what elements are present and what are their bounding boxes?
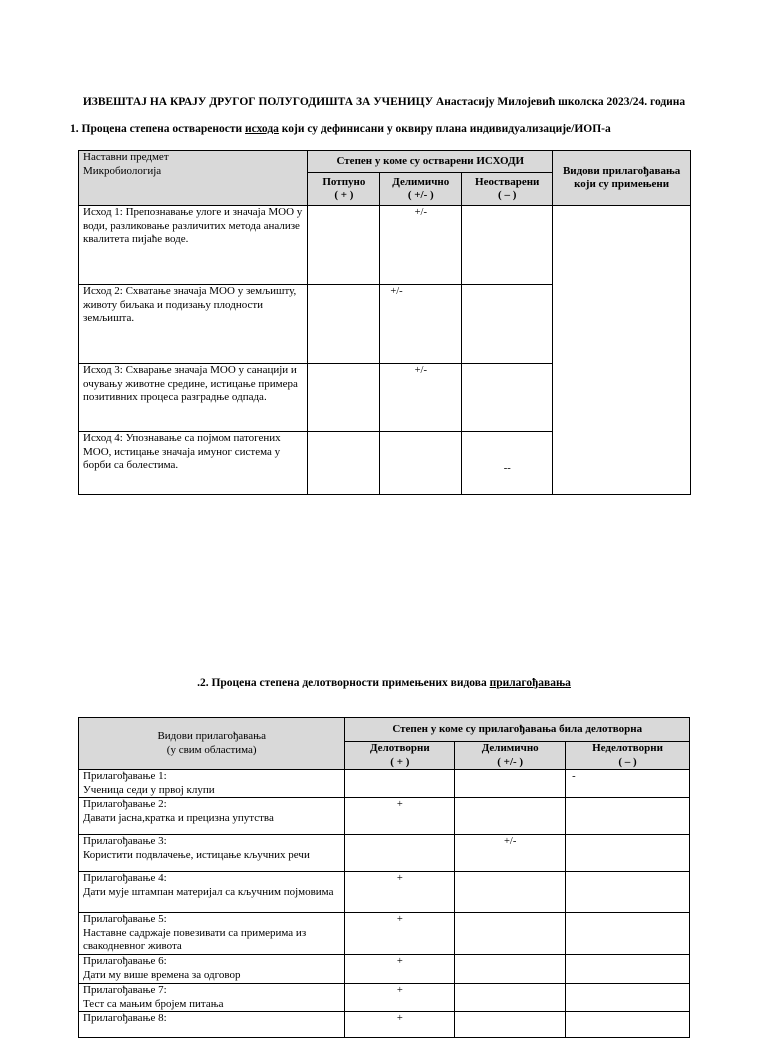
degree-header: Степен у коме су остварени ИСХОДИ bbox=[308, 151, 553, 173]
table-row bbox=[79, 955, 690, 984]
subject-value: Микробиологија bbox=[83, 164, 162, 177]
adaptations-applied-cell bbox=[553, 206, 691, 495]
section-1-underlined: исхода bbox=[245, 123, 279, 135]
adaptation-partial bbox=[455, 1012, 566, 1038]
outcome-full bbox=[308, 364, 380, 432]
outcome-not bbox=[462, 364, 553, 432]
adaptation-cell: Прилагођавање 5: Наставне садржаје повезивати са примерима из свакодневног живота bbox=[79, 913, 345, 955]
outcome-partial bbox=[380, 432, 462, 495]
adaptation-ineffective bbox=[566, 984, 690, 1012]
outcome-full bbox=[308, 432, 380, 495]
adaptation-cell: Прилагођавање 8: bbox=[79, 1012, 345, 1038]
outcome-not: -- bbox=[462, 432, 553, 495]
col-partial: Делимично ( +/- ) bbox=[380, 173, 462, 206]
outcome-partial: +/- bbox=[380, 364, 462, 432]
adaptation-cell: Прилагођавање 1: Ученица седи у првој клупи bbox=[79, 770, 345, 798]
adaptation-effective bbox=[345, 835, 455, 872]
adaptation-cell: Прилагођавање 7: Тест са мањим бројем питања bbox=[79, 984, 345, 1012]
section-2-prefix: .2. Процена степена делотворности примењених видова bbox=[197, 677, 490, 689]
adaptation-effective: + bbox=[345, 955, 455, 984]
table-row bbox=[79, 206, 691, 285]
adaptation-type-sub: (у свим областима) bbox=[166, 743, 257, 756]
adaptation-type-label: Видови прилагођавања bbox=[157, 730, 266, 742]
table-row bbox=[79, 798, 690, 835]
outcome-text: Исход 1: Препознавање улоге и значаја МОО у води, разликовање различитих метода анализе квалитета пијаће воде. bbox=[79, 206, 308, 285]
col-effective: Делотворни ( + ) bbox=[345, 742, 455, 770]
effectiveness-header: Степен у коме су прилагођавања била делотворна bbox=[345, 718, 690, 742]
adaptation-ineffective bbox=[566, 798, 690, 835]
adaptation-partial bbox=[455, 955, 566, 984]
subject-label: Наставни предмет bbox=[83, 151, 169, 163]
table-row bbox=[79, 984, 690, 1012]
adaptation-ineffective: - bbox=[566, 770, 690, 798]
adaptation-effective: + bbox=[345, 984, 455, 1012]
col-ineffective: Неделотворни ( – ) bbox=[566, 742, 690, 770]
col-full: Потпуно ( + ) bbox=[308, 173, 380, 206]
section-1-heading bbox=[70, 123, 611, 135]
outcome-not bbox=[462, 285, 553, 364]
table-row bbox=[79, 835, 690, 872]
adaptation-partial bbox=[455, 913, 566, 955]
table-row bbox=[79, 872, 690, 913]
adaptation-cell: Прилагођавање 6: Дати му више времена за одговор bbox=[79, 955, 345, 984]
adaptation-effective bbox=[345, 770, 455, 798]
adaptation-partial bbox=[455, 798, 566, 835]
adaptation-effective: + bbox=[345, 798, 455, 835]
outcome-not bbox=[462, 206, 553, 285]
table-row bbox=[79, 1012, 690, 1038]
adaptation-cell: Прилагођавање 3: Користити подвлачење, истицање кључних речи bbox=[79, 835, 345, 872]
outcome-full bbox=[308, 206, 380, 285]
col-not: Неостварени ( – ) bbox=[462, 173, 553, 206]
section-2-heading bbox=[0, 677, 768, 689]
adaptation-type-header bbox=[79, 718, 345, 770]
adaptation-ineffective bbox=[566, 1012, 690, 1038]
col-partial: Делимично ( +/- ) bbox=[455, 742, 566, 770]
outcome-partial: +/- bbox=[380, 285, 462, 364]
subject-cell bbox=[79, 151, 308, 206]
table-row bbox=[79, 913, 690, 955]
section-1-prefix: 1. Процена степена остварености bbox=[70, 123, 246, 135]
adaptation-ineffective bbox=[566, 913, 690, 955]
adaptation-cell: Прилагођавање 4: Дати мује штампан материјал са кључним појмовима bbox=[79, 872, 345, 913]
outcomes-table bbox=[78, 150, 691, 495]
outcome-text: Исход 3: Схварање значаја МОО у санацији и очувању животне средине, истицање примера позитивних процеса разградње одпада. bbox=[79, 364, 308, 432]
adaptation-partial bbox=[455, 872, 566, 913]
adaptation-partial: +/- bbox=[455, 835, 566, 872]
adaptation-effective: + bbox=[345, 1012, 455, 1038]
table-row bbox=[79, 770, 690, 798]
outcome-text: Исход 2: Схватање значаја МОО у земљишту, животу биљака и подизању плодности земљишта. bbox=[79, 285, 308, 364]
adaptation-partial bbox=[455, 770, 566, 798]
adaptations-table bbox=[78, 717, 690, 1038]
adaptation-partial bbox=[455, 984, 566, 1012]
adaptations-header: Видови прилагођавања који су примењени bbox=[553, 151, 691, 206]
adaptation-effective: + bbox=[345, 872, 455, 913]
section-1-suffix: који су дефинисани у оквиру плана индивидуализације/ИОП-а bbox=[278, 123, 611, 135]
outcome-partial: +/- bbox=[380, 206, 462, 285]
section-2-underlined: прилагођавања bbox=[489, 677, 571, 689]
adaptation-effective: + bbox=[345, 913, 455, 955]
adaptation-ineffective bbox=[566, 955, 690, 984]
adaptation-cell: Прилагођавање 2: Давати јасна,кратка и прецизна упутства bbox=[79, 798, 345, 835]
outcome-full bbox=[308, 285, 380, 364]
outcome-text: Исход 4: Упознавање са појмом патогених МОО, истицање значаја имуног система у борби са болестима. bbox=[79, 432, 308, 495]
adaptation-ineffective bbox=[566, 835, 690, 872]
adaptation-ineffective bbox=[566, 872, 690, 913]
report-title: ИЗВЕШТАЈ НА КРАЈУ ДРУГОГ ПОЛУГОДИШТА ЗА УЧЕНИЦУ Анастасију Милојевић школска 2023/24. година bbox=[82, 96, 686, 108]
